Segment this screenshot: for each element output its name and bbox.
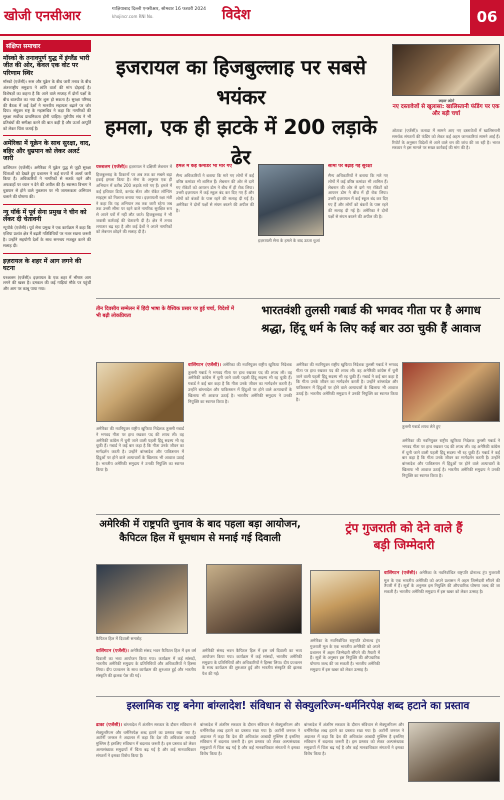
story-headline: भारतवंशी तुलसी गबार्ड की भगवद गीता पर है अगाध श्रद्धा, हिंदू धर्म के लिए कई बार उठा चुकी हैं आवाज: [261, 303, 481, 335]
story-photo: [96, 362, 184, 422]
story-byline: ढाका (एजेंसी)।: [96, 723, 123, 728]
side-story-photo: [392, 44, 500, 96]
divider: [96, 298, 500, 299]
page-number: 06: [470, 0, 504, 34]
photo-caption: इज़रायली सेना के हमले के बाद उठता धुआं: [258, 238, 320, 243]
dateline: गाज़ियाबाद दिल्ली एनसीआर, सोमवार 16 फरवरी 2024: [112, 7, 206, 12]
lead-story-photo: [258, 164, 324, 236]
subhead: सीमा पर बढ़ाई गई सुरक्षा: [328, 164, 372, 169]
lead-story-headline: इजरायल का हिजबुल्लाह पर सबसे भयंकर हमला, एक ही झटके में 200 लड़ाके ढेर: [105, 55, 377, 169]
story-text: अमेरिका के नवनिर्वाचित राष्ट्रपति डोनाल्ड ट्रंप गुजराती मूल के एक भारतीय अमेरिकी को अपने प्रशासन में अहम जिम्मेदारी सौंपने की तैयारी में हैं। सूत्रों के अनुसार इस नियुक्ति की औपचारिक घोषणा जल्द की जा सकती है। भारतीय अमेरिकी समुदाय में इस खबर को लेकर उत्साह है।: [310, 638, 380, 672]
divider: [96, 514, 500, 515]
story-photo: [206, 564, 302, 634]
main-content: [96, 40, 500, 796]
story-photo: [408, 722, 500, 782]
brief-news-kicker: संक्षिप्त समाचार: [3, 40, 91, 52]
story-text: बांग्लादेश में अंतरिम सरकार के दौरान संविधान से सेक्युलरिज्म और धर्मनिरपेक्ष शब्द हटाने का प्रस्ताव रखा गया है। अटॉर्नी जनरल ने अदालत में कहा कि देश की अधिकांश आबादी मुस्लिम है इसलिए संविधान में बदलाव जरूरी है। इस प्रस्ताव को लेकर अल्पसंख्यक समुदायों में चिंता बढ़ गई है और कई मानवाधिकार संगठनों ने इसका विरोध किया है।: [304, 722, 404, 756]
story-photo: [96, 564, 188, 634]
story-text: वाशिंगटन (एजेंसी)। अमेरिका की नवनियुक्त राष्ट्रीय खुफिया निदेशक तुलसी गबार्ड ने भगवद गीता पर हाथ रखकर पद की शपथ ली। वह अमेरिकी कांग्रेस में चुनी जाने वाली पहली हिंदू सदस्य भी रह चुकी हैं। गबार्ड ने कई बार कहा है कि गीता उनके जीवन का मार्गदर्शन करती है। उन्होंने बांग्लादेश और पाकिस्तान में हिंदुओं पर होने वाले अत्याचारों के खिलाफ भी आवाज उठाई है। भारतीय अमेरिकी समुदाय ने उनकी नियुक्ति का स्वागत किया है।: [188, 362, 292, 404]
story-text: अमेरिका की नवनियुक्त राष्ट्रीय खुफिया निदेशक तुलसी गबार्ड ने भगवद गीता पर हाथ रखकर पद की शपथ ली। वह अमेरिकी कांग्रेस में चुनी जाने वाली पहली हिंदू सदस्य भी रह चुकी हैं। गबार्ड ने कई बार कहा है कि गीता उनके जीवन का मार्गदर्शन करती है। उन्होंने बांग्लादेश और पाकिस्तान में हिंदुओं पर होने वाले अत्याचारों के खिलाफ भी आवाज उठाई है। भारतीय अमेरिकी समुदाय ने उनकी नियुक्ति का स्वागत किया है।: [296, 362, 398, 402]
lead-story-text: यरुशलम (एजेंसी)। इज़रायल ने दक्षिणी लेबनान में हिजबुल्लाह के ठिकानों पर अब तक का सबसे बड़ा हवाई हमला किया है। सेना के अनुसार एक ही अभियान में करीब 200 लड़ाके मारे गए हैं। हमले में कई हथियार डिपो, कमांड सेंटर और रॉकेट लॉन्चिंग साइट्स को निशाना बनाया गया। इज़रायली रक्षा मंत्री ने कहा कि यह अभियान तब तक जारी रहेगा जब तक उत्तरी सीमा पर रहने वाले नागरिक सुरक्षित रूप से अपने घरों में नहीं लौट जाते। हिजबुल्लाह ने भी जवाबी कार्रवाई की चेतावनी दी है। क्षेत्र में तनाव लगातार बढ़ रहा है और कई देशों ने अपने नागरिकों को लेबनान छोड़ने की सलाह दी है।: [96, 164, 172, 235]
story-headline: ट्रंप गुजराती को देने वाले हैं बड़ी जिम्मेदारी: [345, 521, 463, 552]
story-headline: अमेरिकी में राष्ट्रपति चुनाव के बाद पहला बड़ा आयोजन, कैपिटल हिल में धूमधाम से मनाई गई दिवाली: [99, 519, 301, 544]
brief-text: यरुशलम (एजेंसी)। इज़रायल के एक शहर में भीषण आग लगने की खबर है। दमकल की कई गाड़ियां मौके पर पहुंचीं और आग पर काबू पाया गया।: [3, 274, 91, 292]
lead-story-text: हमले में कई कमांडर भी मारे गए सैन्य अधिकारियों ने बताया कि मारे गए लोगों में कई वरिष्ठ कमांडर भी शामिल हैं। लेबनान की ओर से दागे गए रॉकेटों को आयरन डोम ने बीच में ही रोक लिया। उत्तरी इज़रायल में कई स्कूल बंद कर दिए गए हैं और लोगों को बंकरों के पास रहने की सलाह दी गई है। अमेरिका ने दोनों पक्षों से संयम बरतने की अपील की है।: [176, 164, 254, 213]
story-photo: [310, 570, 380, 634]
divider: [3, 135, 91, 136]
brief-text: मॉस्को (एजेंसी)। रूस और यूक्रेन के बीच जारी तनाव के बीच अंतरराष्ट्रीय समुदाय ने शांति वार्ता की मांग दोहराई है। विशेषज्ञों का कहना है कि आने वाले सप्ताह में दोनों पक्षों के बीच बातचीत का नया दौर शुरू हो सकता है। सुरक्षा परिषद की बैठक में कई देशों ने मानवीय सहायता बढ़ाने पर जोर दिया। संयुक्त राष्ट्र के महासचिव ने कहा कि नागरिकों की सुरक्षा सर्वोच्च प्राथमिकता होनी चाहिए। यूरोपीय संघ ने भी प्रतिबंधों की समीक्षा करने की बात कही है और ऊर्जा आपूर्ति को लेकर चिंता जताई है।: [3, 79, 91, 131]
website-line: khojincr.com RNI No.: [112, 14, 154, 19]
brief-headline: मॉस्को के तनावपूर्ण युद्ध में इंग्लैंड भारी जीत की ओर, केवल एक वोट पर परिणाम स्थिर: [3, 55, 90, 77]
brief-headline: न्यू यॉर्क में पूर्व सेना प्रमुख ने चीन को लेकर दी चेतावनी: [3, 208, 87, 224]
story-text: बांग्लादेश में अंतरिम सरकार के दौरान संविधान से सेक्युलरिज्म और धर्मनिरपेक्ष शब्द हटाने का प्रस्ताव रखा गया है। अटॉर्नी जनरल ने अदालत में कहा कि देश की अधिकांश आबादी मुस्लिम है इसलिए संविधान में बदलाव जरूरी है। इस प्रस्ताव को लेकर अल्पसंख्यक समुदायों में चिंता बढ़ गई है और कई मानवाधिकार संगठनों ने इसका विरोध किया है।: [200, 722, 300, 756]
divider: [3, 204, 91, 205]
brief-text: न्यूयॉर्क (एजेंसी)। पूर्व सेना प्रमुख ने एक कार्यक्रम में कहा कि एशिया प्रशांत क्षेत्र में बढ़ती गतिविधियों पर नजर रखना जरूरी है। उन्होंने सहयोगी देशों के साथ समन्वय मजबूत करने की सलाह दी।: [3, 225, 91, 248]
story-kicker: तीन दिवसीय सम्मेलन में हिंदी भाषा के वैश्विक प्रसार पर हुई चर्चा, विदेशों में भी बढ़ी लोकप्रियता: [96, 306, 234, 319]
side-story-headline: फाइल फोटो नए दस्तावेजों से खुलासा: खालिस्तानी फंडिंग पर एक और बड़ी चर्चा: [392, 99, 500, 117]
story-text: अमेरिका की नवनियुक्त राष्ट्रीय खुफिया निदेशक तुलसी गबार्ड ने भगवद गीता पर हाथ रखकर पद की शपथ ली। वह अमेरिकी कांग्रेस में चुनी जाने वाली पहली हिंदू सदस्य भी रह चुकी हैं। गबार्ड ने कई बार कहा है कि गीता उनके जीवन का मार्गदर्शन करती है। उन्होंने बांग्लादेश और पाकिस्तान में हिंदुओं पर होने वाले अत्याचारों के खिलाफ भी आवाज उठाई है। भारतीय अमेरिकी समुदाय ने उनकी नियुक्ति का स्वागत किया है।: [96, 426, 184, 472]
story-text: अमेरिका की नवनियुक्त राष्ट्रीय खुफिया निदेशक तुलसी गबार्ड ने भगवद गीता पर हाथ रखकर पद की शपथ ली। वह अमेरिकी कांग्रेस में चुनी जाने वाली पहली हिंदू सदस्य भी रह चुकी हैं। गबार्ड ने कई बार कहा है कि गीता उनके जीवन का मार्गदर्शन करती है। उन्होंने बांग्लादेश और पाकिस्तान में हिंदुओं पर होने वाले अत्याचारों के खिलाफ भी आवाज उठाई है। भारतीय अमेरिकी समुदाय ने उनकी नियुक्ति का स्वागत किया है।: [402, 438, 500, 478]
brief-headline: इज़रायल के शहर में आग लगने की घटना: [3, 257, 82, 273]
story-photo: [402, 362, 500, 422]
lead-story-byline: यरुशलम (एजेंसी)।: [96, 165, 128, 170]
masthead: [0, 0, 504, 36]
story-text: वाशिंगटन (एजेंसी)। अमेरिका के नवनिर्वाचित राष्ट्रपति डोनाल्ड ट्रंप गुजराती मूल के एक भारतीय अमेरिकी को अपने प्रशासन में अहम जिम्मेदारी सौंपने की तैयारी में हैं। सूत्रों के अनुसार इस नियुक्ति की औपचारिक घोषणा जल्द की जा सकती है। भारतीय अमेरिकी समुदाय में इस खबर को लेकर उत्साह है।: [384, 570, 500, 595]
divider: [96, 696, 500, 697]
story-byline: वाशिंगटन (एजेंसी)।: [96, 649, 129, 654]
brief-news-column: [3, 40, 91, 796]
brief-headline: अमेरिका में यूक्रेन के साथ सुरक्षा, वाद, बहिर और धुम्रपान को लेकर अलर्ट जारी: [3, 140, 91, 163]
newspaper-brand: खोजी एनसीआर: [4, 9, 81, 24]
brief-text: वाशिंगटन (एजेंसी)। अमेरिका में यूक्रेन युद्ध से जुड़ी सुरक्षा चिंताओं को देखते हुए प्रशासन ने कई राज्यों में अलर्ट जारी किया है। अधिकारियों ने नागरिकों से सतर्क रहने और अफवाहों पर ध्यान न देने की अपील की है। स्वास्थ्य विभाग ने धुम्रपान से होने वाले नुकसान पर भी जागरूकता अभियान चलाने की घोषणा की।: [3, 164, 91, 199]
divider: [3, 253, 91, 254]
story-byline: वाशिंगटन (एजेंसी)।: [188, 363, 221, 368]
section-title: विदेश: [222, 7, 251, 23]
story-headline: इस्लामिक राष्ट्र बनेगा बांग्लादेश! संविधान से सेक्युलरिज्म-धर्मनिरपेक्ष शब्द हटाने का प्रस्ताव: [126, 700, 470, 712]
subhead: हमले में कई कमांडर भी मारे गए: [176, 164, 232, 169]
story-text: वाशिंगटन (एजेंसी)। अमेरिकी संसद भवन कैपिटल हिल में इस वर्ष दिवाली का भव्य आयोजन किया गया। कार्यक्रम में कई सांसदों, भारतीय अमेरिकी समुदाय के प्रतिनिधियों और अधिकारियों ने हिस्सा लिया। दीप प्रज्वलन के साथ कार्यक्रम की शुरुआत हुई और भारतीय संस्कृति की झलक पेश की गई।: [96, 648, 196, 678]
photo-note: फाइल फोटो: [438, 99, 454, 103]
side-story-body: ओटावा (एजेंसी)। कनाडा में सामने आए नए दस्तावेजों में खालिस्तानी समर्थक संगठनों की फंडिंग को लेकर कई अहम जानकारियां सामने आई हैं। रिपोर्ट के अनुसार विदेशों से आने वाले धन की जांच की जा रही है। भारत सरकार ने इस मामले पर सख्त कार्रवाई की मांग की है।: [392, 128, 500, 151]
photo-caption: कैपिटल हिल में दिवाली समारोह: [96, 636, 142, 641]
lead-story-text: सीमा पर बढ़ाई गई सुरक्षा सैन्य अधिकारियों ने बताया कि मारे गए लोगों में कई वरिष्ठ कमांडर भी शामिल हैं। लेबनान की ओर से दागे गए रॉकेटों को आयरन डोम ने बीच में ही रोक लिया। उत्तरी इज़रायल में कई स्कूल बंद कर दिए गए हैं और लोगों को बंकरों के पास रहने की सलाह दी गई है। अमेरिका ने दोनों पक्षों से संयम बरतने की अपील की है।: [328, 164, 388, 219]
story-text: अमेरिकी संसद भवन कैपिटल हिल में इस वर्ष दिवाली का भव्य आयोजन किया गया। कार्यक्रम में कई सांसदों, भारतीय अमेरिकी समुदाय के प्रतिनिधियों और अधिकारियों ने हिस्सा लिया। दीप प्रज्वलन के साथ कार्यक्रम की शुरुआत हुई और भारतीय संस्कृति की झलक पेश की गई।: [202, 648, 302, 677]
photo-caption: तुलसी गबार्ड शपथ लेते हुए: [402, 424, 441, 429]
story-text: ढाका (एजेंसी)। बांग्लादेश में अंतरिम सरकार के दौरान संविधान से सेक्युलरिज्म और धर्मनिरपेक्ष शब्द हटाने का प्रस्ताव रखा गया है। अटॉर्नी जनरल ने अदालत में कहा कि देश की अधिकांश आबादी मुस्लिम है इसलिए संविधान में बदलाव जरूरी है। इस प्रस्ताव को लेकर अल्पसंख्यक समुदायों में चिंता बढ़ गई है और कई मानवाधिकार संगठनों ने इसका विरोध किया है।: [96, 722, 196, 758]
story-byline: वाशिंगटन (एजेंसी)।: [384, 571, 418, 576]
